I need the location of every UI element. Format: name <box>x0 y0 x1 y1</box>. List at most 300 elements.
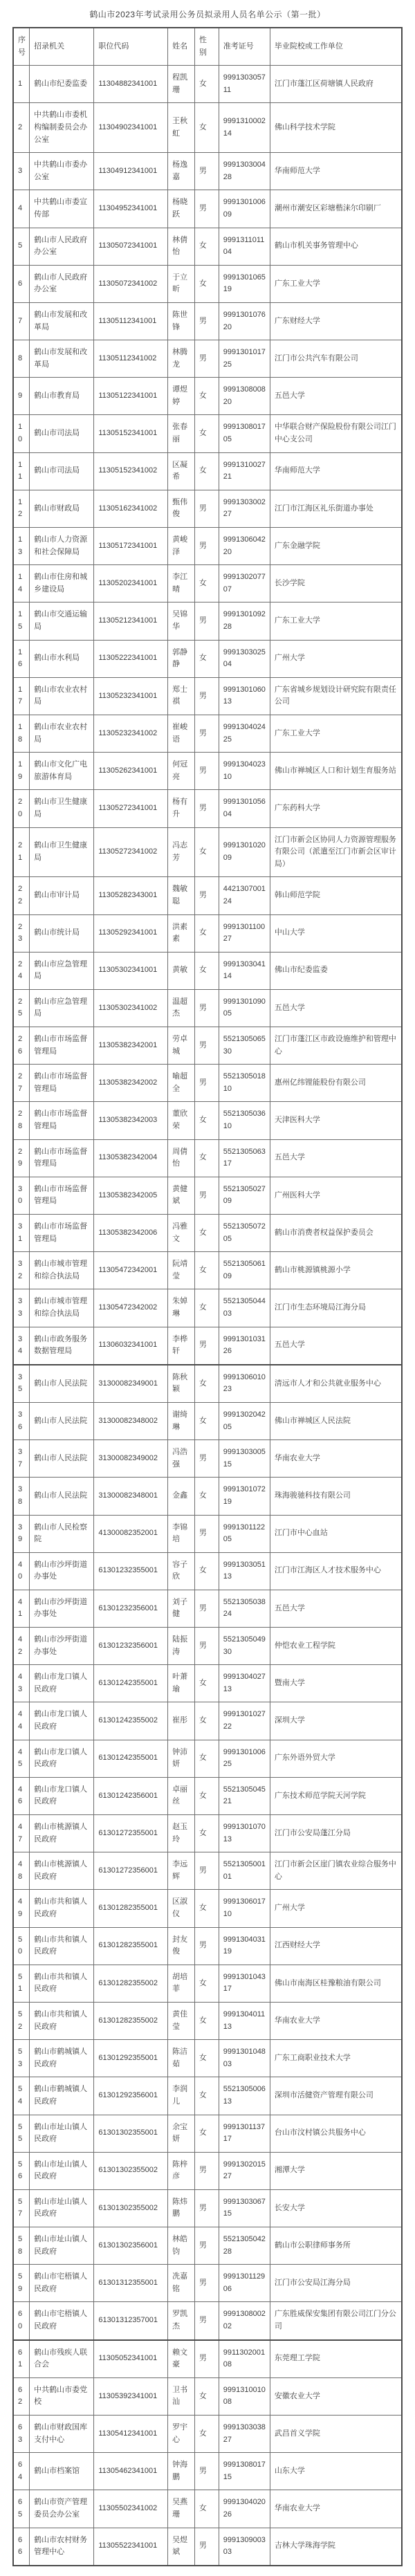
gender-cell: 女 <box>194 2040 219 2077</box>
exam-id-cell: 999130306715 <box>219 2189 270 2227</box>
school-or-employer-cell: 鹤山市桃源镇桃源小学 <box>270 1252 402 1289</box>
serial-cell: 21 <box>13 827 30 877</box>
agency-cell: 鹤山市宅梧镇人民政府 <box>30 2302 94 2340</box>
exam-id-cell: 999130900303 <box>219 2528 270 2566</box>
exam-id-cell: 999130402310 <box>219 753 270 790</box>
school-or-employer-cell: 华南农业大学 <box>270 2002 402 2039</box>
agency-cell: 鹤山市城市管理和综合执法局 <box>30 1289 94 1327</box>
agency-cell: 鹤山市人力资源和社会保障局 <box>30 528 94 565</box>
table-row <box>13 1252 402 1289</box>
serial-cell: 8 <box>13 340 30 378</box>
table-row <box>13 2152 402 2189</box>
serial-cell: 20 <box>13 790 30 827</box>
agency-cell: 鹤山市农业农村局 <box>30 715 94 752</box>
serial-cell: 37 <box>13 1440 30 1478</box>
name-cell: 谭煜婷 <box>168 378 195 415</box>
name-cell: 罗凯杰 <box>168 2302 195 2340</box>
gender-cell: 男 <box>194 302 219 340</box>
gender-cell: 男 <box>194 2453 219 2490</box>
name-cell: 何冠亮 <box>168 753 195 790</box>
table-row <box>13 1365 402 1403</box>
agency-cell: 鹤山市沙坪街道办事处 <box>30 1552 94 1590</box>
serial-cell: 15 <box>13 602 30 640</box>
serial-cell: 29 <box>13 1139 30 1177</box>
name-cell: 温超杰 <box>168 989 195 1027</box>
exam-id-cell: 999130207707 <box>219 565 270 602</box>
table-row <box>13 877 402 914</box>
column-header: 准考证号 <box>219 28 270 66</box>
agency-cell: 鹤山市市场监督管理局 <box>30 1027 94 1065</box>
table-row <box>13 952 402 989</box>
serial-cell: 47 <box>13 1815 30 1852</box>
agency-cell: 鹤山市司法局 <box>30 452 94 490</box>
school-or-employer-cell: 江门市蓬江区荷塘镇人民政府 <box>270 66 402 103</box>
serial-cell: 14 <box>13 565 30 602</box>
school-or-employer-cell: 五邑大学 <box>270 1590 402 1627</box>
school-or-employer-cell: 湘潭大学 <box>270 2152 402 2189</box>
gender-cell: 男 <box>194 715 219 752</box>
table-row <box>13 66 402 103</box>
gender-cell: 男 <box>194 2528 219 2566</box>
serial-cell: 32 <box>13 1252 30 1289</box>
serial-cell: 22 <box>13 877 30 914</box>
school-or-employer-cell: 广东金融学院 <box>270 528 402 565</box>
gender-cell: 男 <box>194 1065 219 1102</box>
serial-cell: 51 <box>13 1965 30 2002</box>
school-or-employer-cell: 安徽农业大学 <box>270 2377 402 2415</box>
name-cell: 陆振涛 <box>168 1628 195 1665</box>
table-row <box>13 1740 402 1777</box>
gender-cell: 女 <box>194 565 219 602</box>
gender-cell: 女 <box>194 1215 219 1252</box>
agency-cell: 鹤山市教育局 <box>30 378 94 415</box>
position-code-cell: 11305202341001 <box>94 565 168 602</box>
gender-cell: 女 <box>194 640 219 677</box>
agency-cell: 鹤山市应急管理局 <box>30 952 94 989</box>
agency-cell: 鹤山市桃源镇人民政府 <box>30 1852 94 1890</box>
serial-cell: 38 <box>13 1478 30 1515</box>
name-cell: 李润儿 <box>168 2077 195 2115</box>
position-code-cell: 31300082349001 <box>94 1365 168 1403</box>
exam-id-cell: 999130300227 <box>219 490 270 527</box>
position-code-cell: 61301272356001 <box>94 1852 168 1890</box>
table-row <box>13 914 402 952</box>
position-code-cell: 61301232356001 <box>94 1628 168 1665</box>
agency-cell: 鹤山市共和镇人民政府 <box>30 1965 94 2002</box>
gender-cell: 女 <box>194 2490 219 2528</box>
school-or-employer-cell: 江门市公安局蓬江分局 <box>270 1815 402 1852</box>
position-code-cell: 11305382342002 <box>94 1065 168 1102</box>
table-row <box>13 190 402 228</box>
agency-cell: 鹤山市交通运输局 <box>30 602 94 640</box>
exam-id-cell: 999130105604 <box>219 790 270 827</box>
exam-id-cell: 999130102009 <box>219 827 270 877</box>
position-code-cell: 11305172341001 <box>94 528 168 565</box>
school-or-employer-cell: 五邑大学 <box>270 378 402 415</box>
table-row <box>13 1478 402 1515</box>
gender-cell: 女 <box>194 1890 219 1927</box>
position-code-cell: 31300082349002 <box>94 1440 168 1478</box>
agency-cell: 鹤山市卫生健康局 <box>30 827 94 877</box>
table-row <box>13 1590 402 1627</box>
agency-cell: 中共鹤山市委办公室 <box>30 153 94 190</box>
position-code-cell: 11305112341002 <box>94 340 168 378</box>
table-row <box>13 565 402 602</box>
serial-cell: 63 <box>13 2416 30 2453</box>
agency-cell: 鹤山市址山镇人民政府 <box>30 2189 94 2227</box>
exam-id-cell: 552130507205 <box>219 1215 270 1252</box>
name-cell: 李远辉 <box>168 1852 195 1890</box>
position-code-cell: 11305502341002 <box>94 2490 168 2528</box>
school-or-employer-cell: 广东省城乡规划设计研究院有限责任公司 <box>270 677 402 715</box>
exam-id-cell: 999130403119 <box>219 1927 270 1965</box>
school-or-employer-cell: 鹤山市公职律师事务所 <box>270 2227 402 2265</box>
school-or-employer-cell: 韩山师范学院 <box>270 877 402 914</box>
gender-cell: 女 <box>194 1740 219 1777</box>
school-or-employer-cell: 五邑大学 <box>270 1327 402 1365</box>
position-code-cell: 61301242355002 <box>94 1702 168 1740</box>
agency-cell: 鹤山市农业农村局 <box>30 677 94 715</box>
agency-cell: 鹤山市统计局 <box>30 914 94 952</box>
school-or-employer-cell: 华南师范大学 <box>270 452 402 490</box>
name-cell: 魏敏聪 <box>168 877 195 914</box>
agency-cell: 鹤山市人民检察院 <box>30 1515 94 1552</box>
table-row <box>13 1177 402 1214</box>
school-or-employer-cell: 佛山市纪委监委 <box>270 952 402 989</box>
agency-cell: 鹤山市应急管理局 <box>30 989 94 1027</box>
name-cell: 劳卓城 <box>168 1027 195 1065</box>
gender-cell: 男 <box>194 1515 219 1552</box>
serial-cell: 18 <box>13 715 30 752</box>
table-row <box>13 1852 402 1890</box>
gender-cell: 女 <box>194 103 219 153</box>
school-or-employer-cell: 深圳大学 <box>270 1702 402 1740</box>
exam-id-cell: 999130107620 <box>219 302 270 340</box>
gender-cell: 女 <box>194 2002 219 2039</box>
name-cell: 冯浩强 <box>168 1440 195 1478</box>
gender-cell: 女 <box>194 265 219 302</box>
serial-cell: 36 <box>13 1402 30 1439</box>
gender-cell: 女 <box>194 1289 219 1327</box>
serial-cell: 46 <box>13 1777 30 1814</box>
table-row <box>13 1665 402 1702</box>
name-cell: 郭静静 <box>168 640 195 677</box>
exam-id-cell: 552130506109 <box>219 1252 270 1289</box>
serial-cell: 50 <box>13 1927 30 1965</box>
agency-cell: 鹤山市市场监督管理局 <box>30 1102 94 1139</box>
agency-cell: 鹤山市共和镇人民政府 <box>30 1890 94 1927</box>
table-row <box>13 528 402 565</box>
name-cell: 洪素素 <box>168 914 195 952</box>
position-code-cell: 11305222341001 <box>94 640 168 677</box>
agency-cell: 鹤山市审计局 <box>30 877 94 914</box>
roster-table <box>12 27 403 2566</box>
position-code-cell: 31300082348002 <box>94 1402 168 1439</box>
gender-cell: 女 <box>194 1365 219 1403</box>
gender-cell: 女 <box>194 1552 219 1590</box>
page-title: 鹤山市2023年考试录用公务员拟录用人员名单公示（第一批） <box>89 10 326 19</box>
table-row <box>13 1702 402 1740</box>
agency-cell: 鹤山市档案馆 <box>30 2453 94 2490</box>
agency-cell: 鹤山市沙坪街道办事处 <box>30 1590 94 1627</box>
gender-cell: 女 <box>194 1777 219 1814</box>
gender-cell: 男 <box>194 190 219 228</box>
column-header: 毕业院校或工作单位 <box>270 28 402 66</box>
gender-cell: 女 <box>194 378 219 415</box>
name-cell: 林腾龙 <box>168 340 195 378</box>
table-row <box>13 452 402 490</box>
serial-cell: 39 <box>13 1515 30 1552</box>
table-row <box>13 1065 402 1102</box>
exam-id-cell: 552130504521 <box>219 1777 270 1814</box>
name-cell: 林倩怡 <box>168 228 195 265</box>
school-or-employer-cell: 华南师范大学 <box>270 153 402 190</box>
school-or-employer-cell: 广州医科大学 <box>270 1177 402 1214</box>
school-or-employer-cell: 佛山市南海区桂豫粮油有限公司 <box>270 1965 402 2002</box>
name-cell: 杨晓跃 <box>168 190 195 228</box>
agency-cell: 鹤山市文化广电旅游体育局 <box>30 753 94 790</box>
serial-cell: 31 <box>13 1215 30 1252</box>
serial-cell: 5 <box>13 228 30 265</box>
gender-cell: 女 <box>194 452 219 490</box>
exam-id-cell: 442130700124 <box>219 877 270 914</box>
position-code-cell: 11305382342004 <box>94 1139 168 1177</box>
position-code-cell: 11305282343001 <box>94 877 168 914</box>
position-code-cell: 11305232341002 <box>94 715 168 752</box>
school-or-employer-cell: 武昌首义学院 <box>270 2416 402 2453</box>
school-or-employer-cell: 仲恺农业工程学院 <box>270 1628 402 1665</box>
position-code-cell: 61301302356001 <box>94 2227 168 2265</box>
exam-id-cell: 999130104803 <box>219 2040 270 2077</box>
agency-cell: 鹤山市址山镇人民政府 <box>30 2152 94 2189</box>
serial-cell: 61 <box>13 2340 30 2378</box>
gender-cell: 女 <box>194 228 219 265</box>
gender-cell: 女 <box>194 2416 219 2453</box>
name-cell: 于立昕 <box>168 265 195 302</box>
name-cell: 冯雅文 <box>168 1215 195 1252</box>
name-cell: 吴煜斌 <box>168 2528 195 2566</box>
serial-cell: 41 <box>13 1590 30 1627</box>
serial-cell: 4 <box>13 190 30 228</box>
agency-cell: 鹤山市桃源镇人民政府 <box>30 1815 94 1852</box>
serial-cell: 10 <box>13 415 30 452</box>
name-cell: 胡培菲 <box>168 1965 195 2002</box>
table-body <box>13 66 402 2566</box>
position-code-cell: 61301292355001 <box>94 2040 168 2077</box>
agency-cell: 鹤山市城市管理和综合执法局 <box>30 1252 94 1289</box>
name-cell: 黄佳莹 <box>168 2002 195 2039</box>
exam-id-cell: 999130801705 <box>219 415 270 452</box>
table-row <box>13 2528 402 2566</box>
position-code-cell: 61301232355001 <box>94 1552 168 1590</box>
exam-id-cell: 552130506317 <box>219 1139 270 1177</box>
school-or-employer-cell: 广东工业大学 <box>270 265 402 302</box>
position-code-cell: 11305052341001 <box>94 2340 168 2378</box>
table-row <box>13 640 402 677</box>
position-code-cell: 11305272341002 <box>94 827 168 877</box>
gender-cell: 男 <box>194 2189 219 2227</box>
exam-id-cell: 552130504403 <box>219 1289 270 1327</box>
serial-cell: 28 <box>13 1102 30 1139</box>
name-cell: 王秋虹 <box>168 103 195 153</box>
position-code-cell: 11305382342006 <box>94 1215 168 1252</box>
gender-cell: 男 <box>194 1852 219 1890</box>
table-row <box>13 2002 402 2039</box>
serial-cell: 16 <box>13 640 30 677</box>
gender-cell: 男 <box>194 753 219 790</box>
name-cell: 冼嘉铭 <box>168 2265 195 2302</box>
serial-cell: 66 <box>13 2528 30 2566</box>
exam-id-cell: 552130504930 <box>219 1628 270 1665</box>
name-cell: 钟沛妍 <box>168 1740 195 1777</box>
school-or-employer-cell: 吉林大学珠海学院 <box>270 2528 402 2566</box>
exam-id-cell: 999130601710 <box>219 1890 270 1927</box>
exam-id-cell: 999130103126 <box>219 1327 270 1365</box>
table-row <box>13 415 402 452</box>
name-cell: 赵玉玲 <box>168 1815 195 1852</box>
serial-cell: 27 <box>13 1065 30 1102</box>
exam-id-cell: 999130102722 <box>219 1702 270 1740</box>
table-row <box>13 2490 402 2528</box>
serial-cell: 2 <box>13 103 30 153</box>
agency-cell: 鹤山市龙口镇人民政府 <box>30 1777 94 1814</box>
exam-id-cell: 999131002721 <box>219 452 270 490</box>
table-row <box>13 1027 402 1065</box>
school-or-employer-cell: 江门市新会区协同人力资源管理服务有限公司（派遣至江门市新会区审计局） <box>270 827 402 877</box>
serial-cell: 1 <box>13 66 30 103</box>
position-code-cell: 61301282355001 <box>94 1890 168 1927</box>
serial-cell: 30 <box>13 1177 30 1214</box>
serial-cell: 54 <box>13 2077 30 2115</box>
exam-id-cell: 999130100625 <box>219 1740 270 1777</box>
exam-id-cell: 999130104317 <box>219 1965 270 2002</box>
position-code-cell: 11304902341001 <box>94 103 168 153</box>
name-cell: 谢绮琳 <box>168 1402 195 1439</box>
agency-cell: 鹤山市发展和改革局 <box>30 340 94 378</box>
name-cell: 李江晴 <box>168 565 195 602</box>
agency-cell: 鹤山市资产管理委员会办公室 <box>30 2490 94 2528</box>
position-code-cell: 61301312355001 <box>94 2265 168 2302</box>
school-or-employer-cell: 惠州亿纬锂能股份有限公司 <box>270 1065 402 1102</box>
column-header: 序号 <box>13 28 30 66</box>
serial-cell: 44 <box>13 1702 30 1740</box>
table-row <box>13 1327 402 1365</box>
position-code-cell: 11306032341001 <box>94 1327 168 1365</box>
table-row <box>13 2115 402 2152</box>
serial-cell: 24 <box>13 952 30 989</box>
table-row <box>13 989 402 1027</box>
school-or-employer-cell: 中山大学 <box>270 914 402 952</box>
school-or-employer-cell: 东莞理工学院 <box>270 2340 402 2378</box>
gender-cell: 男 <box>194 677 219 715</box>
school-or-employer-cell: 江门市公安局江海分局 <box>270 2265 402 2302</box>
serial-cell: 11 <box>13 452 30 490</box>
serial-cell: 13 <box>13 528 30 565</box>
school-or-employer-cell: 广州大学 <box>270 640 402 677</box>
exam-id-cell: 999130604220 <box>219 528 270 565</box>
position-code-cell: 11305472342001 <box>94 1252 168 1289</box>
agency-cell: 鹤山市龙口镇人民政府 <box>30 1740 94 1777</box>
name-cell: 黄峻泽 <box>168 528 195 565</box>
serial-cell: 40 <box>13 1552 30 1590</box>
exam-id-cell: 999130401113 <box>219 2002 270 2039</box>
school-or-employer-cell: 长沙学院 <box>270 565 402 602</box>
exam-id-cell: 552130500101 <box>219 1852 270 1890</box>
exam-id-cell: 552130500613 <box>219 2077 270 2115</box>
position-code-cell: 11305112341001 <box>94 302 168 340</box>
serial-cell: 33 <box>13 1289 30 1327</box>
name-cell: 周倩怡 <box>168 1139 195 1177</box>
position-code-cell: 11304952341001 <box>94 190 168 228</box>
serial-cell: 3 <box>13 153 30 190</box>
name-cell: 陈秋颖 <box>168 1365 195 1403</box>
name-cell: 张春丽 <box>168 415 195 452</box>
name-cell: 郑士祺 <box>168 677 195 715</box>
name-cell: 黄敏 <box>168 952 195 989</box>
exam-id-cell: 999130112205 <box>219 1515 270 1552</box>
table-row <box>13 715 402 752</box>
agency-cell: 鹤山市市场监督管理局 <box>30 1215 94 1252</box>
exam-id-cell: 999130402425 <box>219 715 270 752</box>
school-or-employer-cell: 深圳市活健资产管理有限公司 <box>270 2077 402 2115</box>
serial-cell: 35 <box>13 1365 30 1403</box>
name-cell: 崔峻语 <box>168 715 195 752</box>
name-cell: 李桦轩 <box>168 1327 195 1365</box>
agency-cell: 鹤山市政务服务数据管理局 <box>30 1327 94 1365</box>
name-cell: 喻超全 <box>168 1065 195 1102</box>
table-row <box>13 1402 402 1439</box>
column-header: 招录机关 <box>30 28 94 66</box>
table-row <box>13 2302 402 2340</box>
serial-cell: 25 <box>13 989 30 1027</box>
table-row <box>13 265 402 302</box>
gender-cell: 女 <box>194 2115 219 2152</box>
agency-cell: 鹤山市发展和改革局 <box>30 302 94 340</box>
name-cell: 余宝妍 <box>168 2115 195 2152</box>
serial-cell: 42 <box>13 1628 30 1665</box>
name-cell: 容子欣 <box>168 1552 195 1590</box>
serial-cell: 23 <box>13 914 30 952</box>
position-code-cell: 61301242355001 <box>94 1665 168 1702</box>
position-code-cell: 61301312357001 <box>94 2302 168 2340</box>
position-code-cell: 11305382342001 <box>94 1027 168 1065</box>
name-cell: 陈世锋 <box>168 302 195 340</box>
gender-cell: 女 <box>194 1965 219 2002</box>
position-code-cell: 61301282355002 <box>94 2002 168 2039</box>
school-or-employer-cell: 广东工商职业技术大学 <box>270 2040 402 2077</box>
table-row <box>13 1890 402 1927</box>
exam-id-cell: 999130107219 <box>219 1478 270 1515</box>
name-cell: 陈炜鹏 <box>168 2189 195 2227</box>
gender-cell: 女 <box>194 1402 219 1439</box>
position-code-cell: 61301282355002 <box>94 1965 168 2002</box>
school-or-employer-cell: 江门市江海区礼乐街道办事处 <box>270 490 402 527</box>
position-code-cell: 11305212341001 <box>94 602 168 640</box>
serial-cell: 62 <box>13 2377 30 2415</box>
exam-id-cell: 999130112906 <box>219 2265 270 2302</box>
school-or-employer-cell: 江门市蓬江区市政设施维护和管理中心 <box>270 1027 402 1065</box>
serial-cell: 26 <box>13 1027 30 1065</box>
school-or-employer-cell: 佛山科学技术学院 <box>270 103 402 153</box>
position-code-cell: 11305392341001 <box>94 2377 168 2415</box>
school-or-employer-cell: 五邑大学 <box>270 1139 402 1177</box>
gender-cell: 男 <box>194 1177 219 1214</box>
table-row <box>13 2377 402 2415</box>
table-header <box>13 28 402 66</box>
exam-id-cell: 999130300515 <box>219 1440 270 1478</box>
exam-id-cell: 999130110027 <box>219 914 270 952</box>
agency-cell: 鹤山市司法局 <box>30 415 94 452</box>
